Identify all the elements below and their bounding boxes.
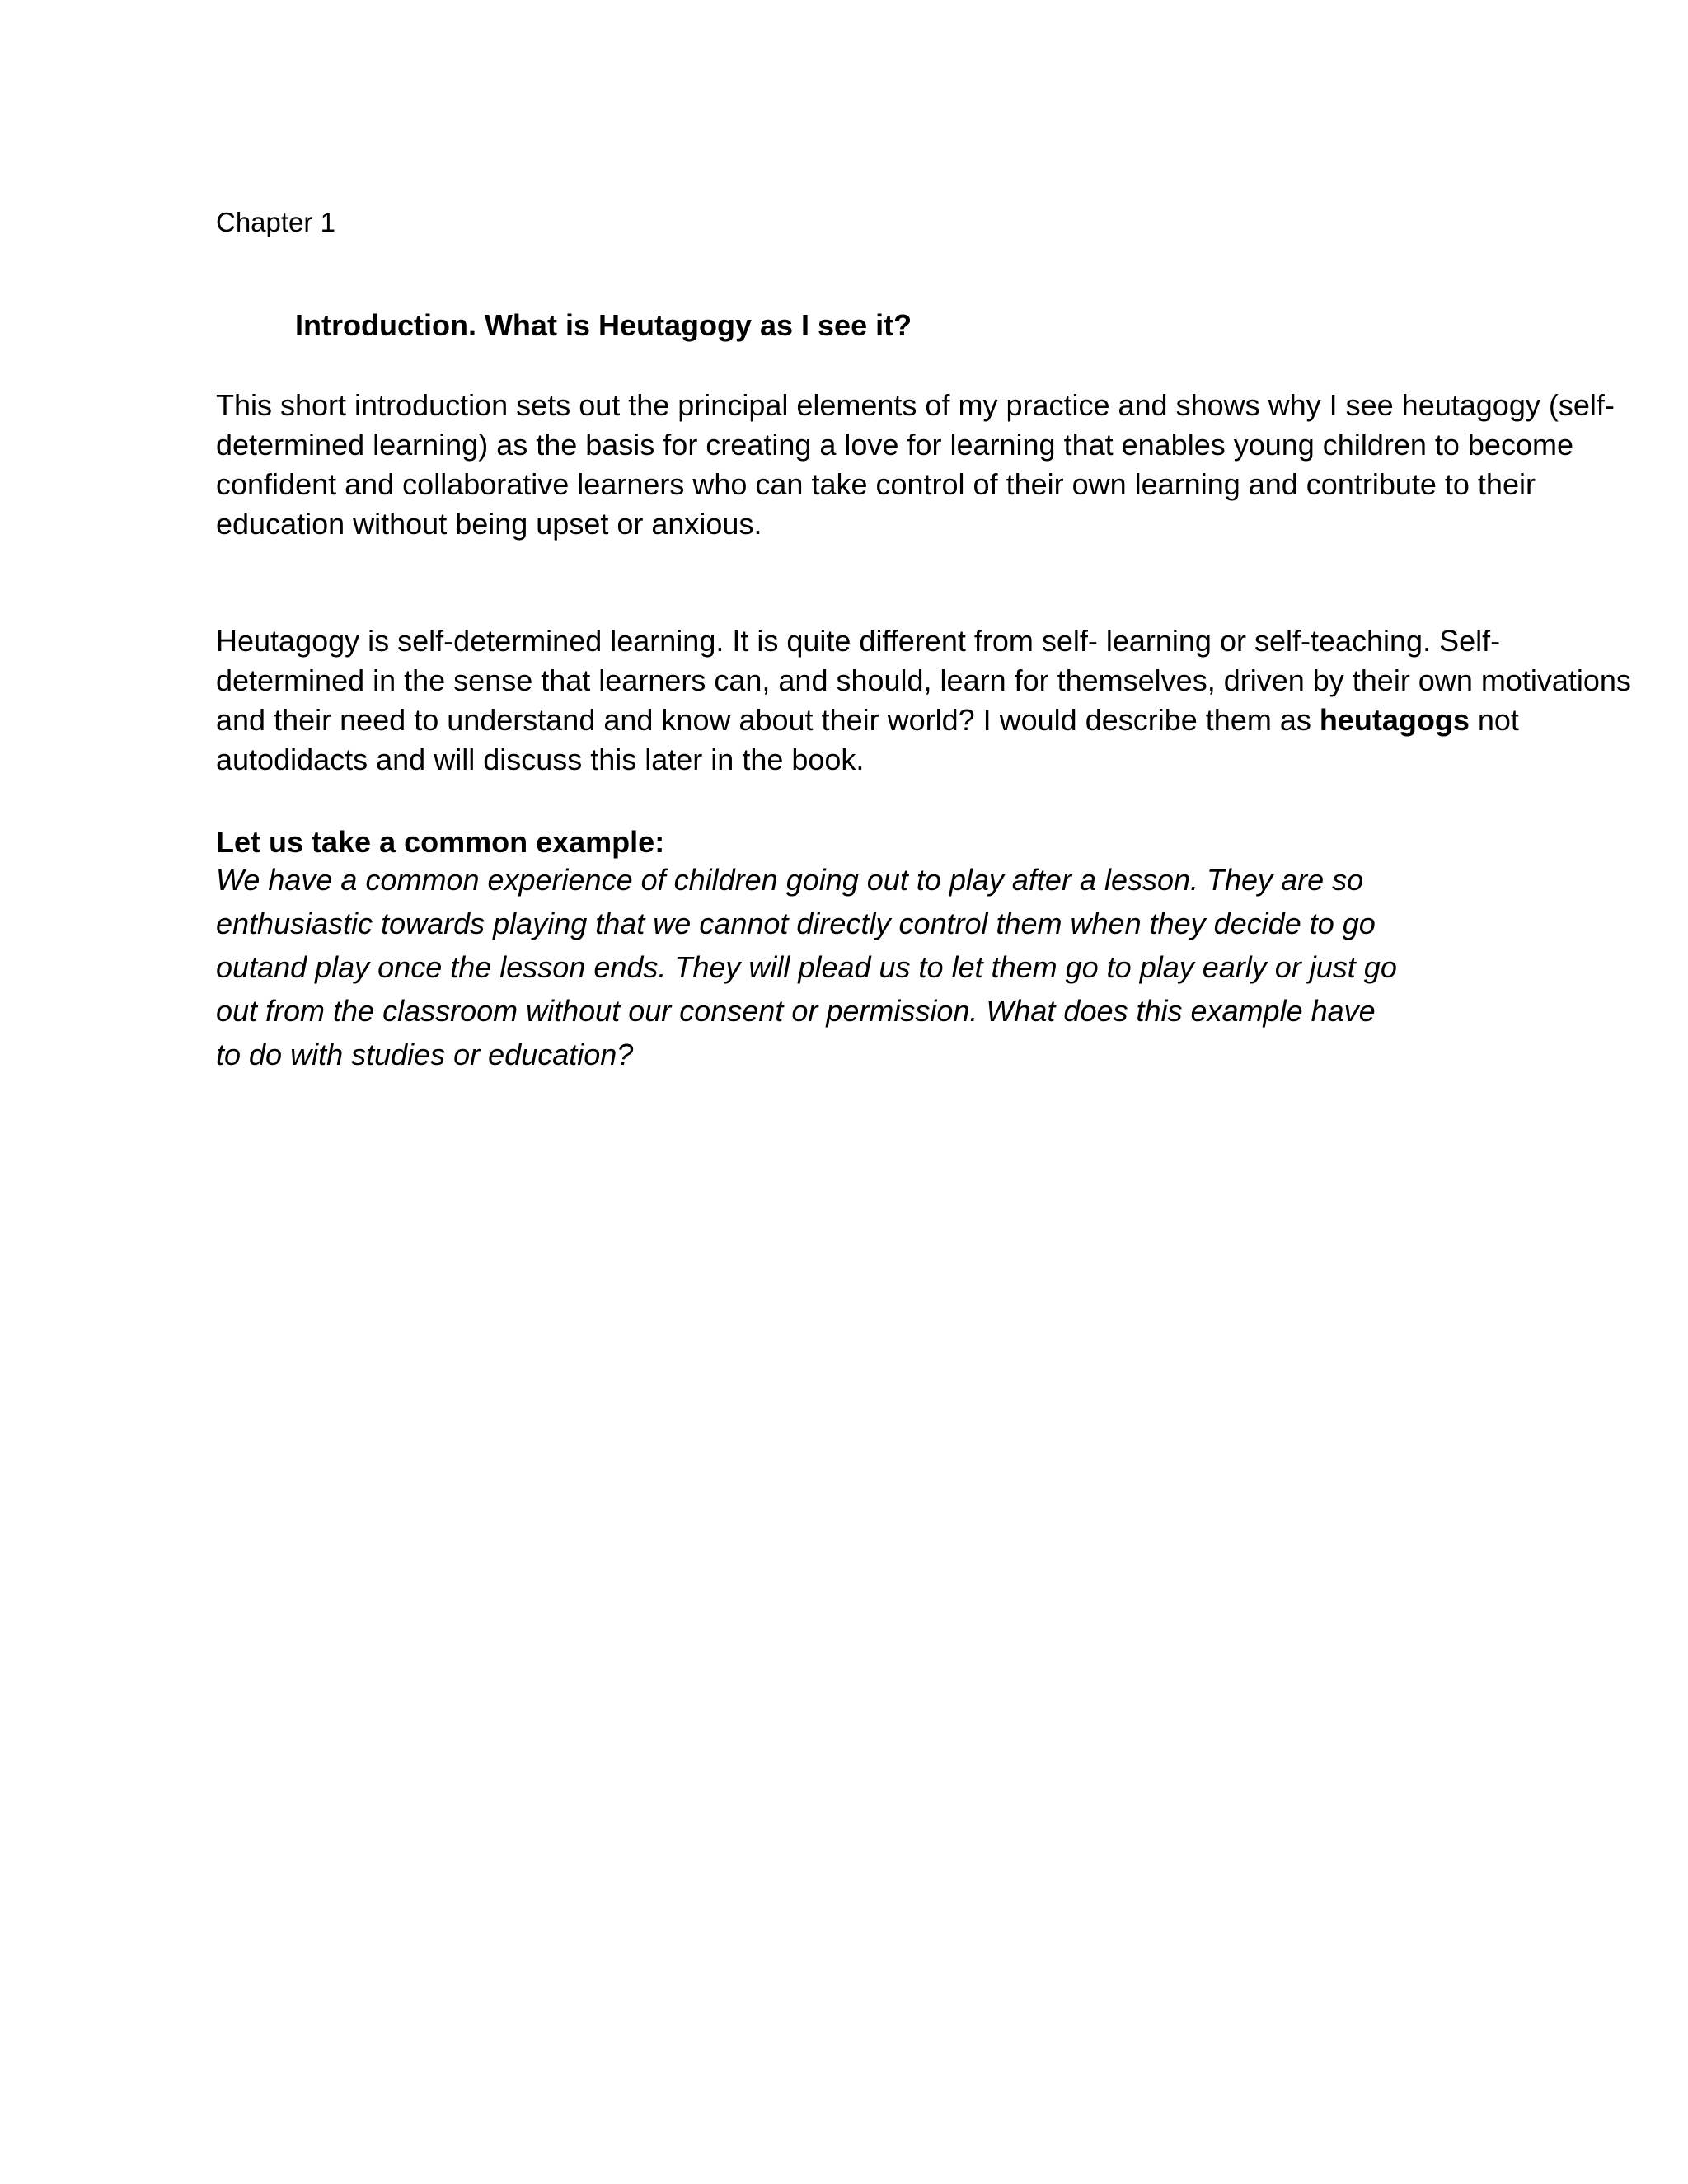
example-line: to do with studies or education?: [216, 1038, 634, 1071]
paragraph-line: confident and collaborative learners who can take control of their own learning and contribute to their: [216, 467, 1536, 501]
example-heading: Let us take a common example:: [216, 825, 665, 859]
bold-term: heutagogs: [1319, 703, 1470, 737]
paragraph-line: determined in the sense that learners can, and should, learn for themselves, driven by their own motivations: [216, 663, 1631, 697]
line-text: not: [1469, 703, 1519, 737]
line-text: and their need to understand and know about their world? I would describe them as: [216, 703, 1320, 737]
chapter-label: Chapter 1: [216, 207, 335, 237]
example-line: outand play once the lesson ends. They will plead us to let them go to play early or just go: [216, 950, 1397, 984]
paragraph-line: [216, 702, 1519, 738]
paragraph-line: determined learning) as the basis for creating a love for learning that enables young children to become: [216, 428, 1573, 462]
paragraph-line: This short introduction sets out the principal elements of my practice and shows why I see heutagogy (self-: [216, 388, 1615, 422]
example-line: We have a common experience of children going out to play after a lesson. They are so: [216, 863, 1364, 897]
example-line: enthusiastic towards playing that we cannot directly control them when they decide to go: [216, 907, 1376, 940]
paragraph-line: Heutagogy is self-determined learning. It is quite different from self- learning or self-teaching. Self-: [216, 624, 1501, 658]
paragraph-line: autodidacts and will discuss this later in the book.: [216, 743, 865, 776]
paragraph-line: education without being upset or anxious.: [216, 507, 762, 541]
section-heading: Introduction. What is Heutagogy as I see it?: [295, 308, 912, 342]
example-line: out from the classroom without our consent or permission. What does this example have: [216, 994, 1376, 1028]
